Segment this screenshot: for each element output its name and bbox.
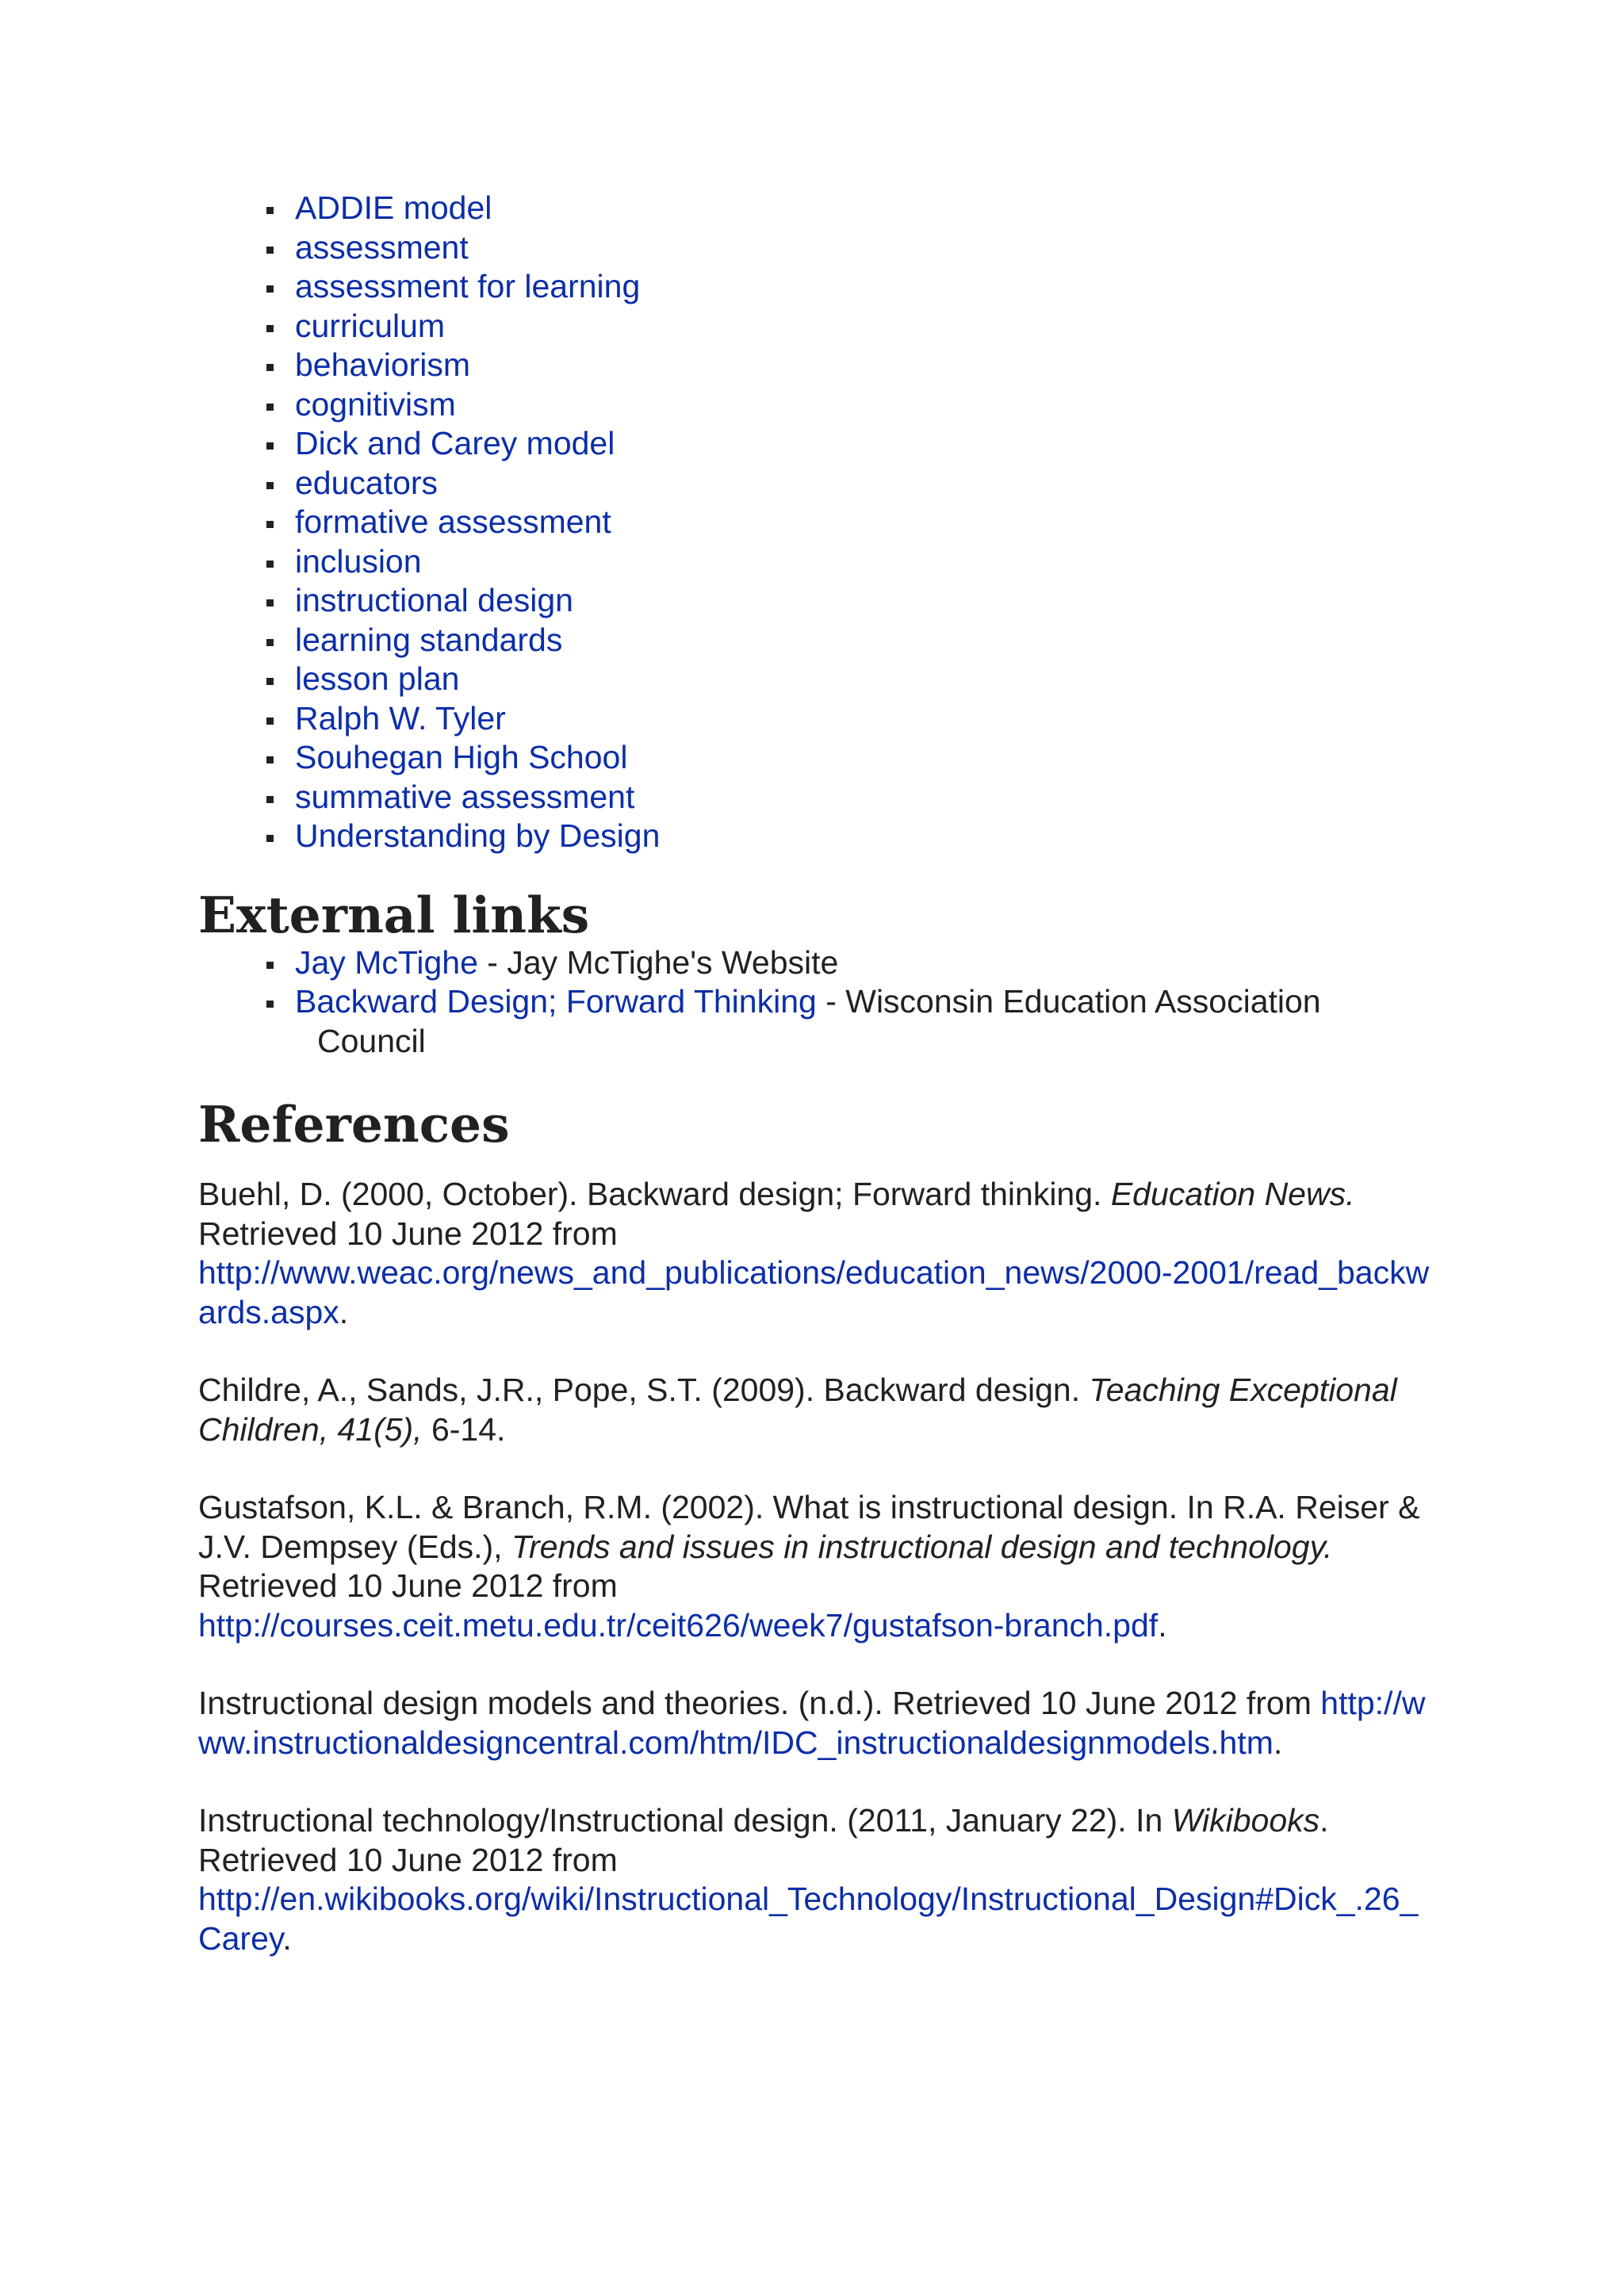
list-item [266,778,1435,817]
reference-source-title: Education News. [1110,1176,1355,1212]
external-link-description: - Wisconsin Education Association [816,983,1321,1020]
reference-text: Instructional technology/Instructional design. (2011, January 22). In [198,1802,1172,1839]
list-item [266,267,1435,307]
link-inclusion[interactable]: inclusion [295,542,422,580]
reference-source-title: Trends and issues in instructional design and technology. [511,1528,1333,1565]
link-cognitivism[interactable]: cognitivism [295,385,456,423]
reference-url-link[interactable]: http://www.weac.org/news_and_publications/education_news/2000-2001/read_backwards.aspx [198,1254,1430,1330]
link-behaviorism[interactable]: behaviorism [295,346,471,383]
reference-childre [198,1371,1435,1449]
link-formative-assessment[interactable]: formative assessment [295,503,611,540]
link-souhegan-high-school[interactable]: Souhegan High School [295,739,628,775]
link-summative-assessment[interactable]: summative assessment [295,778,635,815]
link-lesson-plan[interactable]: lesson plan [295,660,460,697]
list-item [266,699,1435,739]
list-item [266,581,1435,621]
link-instructional-design[interactable]: instructional design [295,582,573,618]
reference-url-link[interactable]: http://courses.ceit.metu.edu.tr/ceit626/week7/gustafson-branch.pdf [198,1606,1159,1644]
reference-source-title: Wikibooks [1171,1802,1320,1839]
reference-text: . Retrieved 10 June 2012 from [198,1802,1329,1878]
list-item [266,660,1435,699]
reference-text: . [339,1293,349,1330]
link-addie-model[interactable]: ADDIE model [295,189,492,226]
reference-text: Gustafson, K.L. & Branch, R.M. (2002). What is instructional design. In R.A. Reiser & J.V. Dempsey (Eds.), [198,1489,1420,1565]
link-curriculum[interactable]: curriculum [295,307,446,344]
external-links-heading: External links [198,885,590,944]
list-item [266,189,1435,228]
list-item [266,621,1435,660]
document-page [198,189,1435,1997]
reference-id-models [198,1684,1435,1762]
reference-text: Retrieved 10 June 2012 from [198,1215,618,1252]
reference-text: Instructional design models and theories. (n.d.). Retrieved 10 June 2012 from [198,1685,1321,1721]
list-item [266,424,1435,464]
link-jay-mctighe[interactable]: Jay McTighe [295,943,478,981]
references-heading: References [198,1095,510,1154]
reference-url-link[interactable]: http://en.wikibooks.org/wiki/Instructional_Technology/Instructional_Design#Dick_.26_Carey [198,1881,1419,1957]
link-assessment[interactable]: assessment [295,228,469,266]
reference-url-link[interactable]: http://www.instructionaldesigncentral.com/htm/IDC_instructionaldesignmodels.htm [198,1685,1426,1761]
link-dick-and-carey-model[interactable]: Dick and Carey model [295,425,615,461]
external-link-description: - Jay McTighe's Website [477,943,839,981]
reference-text: Retrieved 10 June 2012 from [198,1567,618,1604]
reference-text: Buehl, D. (2000, October). Backward design; Forward thinking. [198,1176,1111,1212]
list-item [266,817,1435,856]
reference-text: . [1158,1606,1167,1644]
link-ralph-w-tyler[interactable]: Ralph W. Tyler [295,699,506,737]
link-educators[interactable]: educators [295,464,439,501]
list-item [266,503,1435,542]
list-item [266,464,1435,503]
list-item [266,738,1435,778]
reference-wikibooks [198,1801,1435,1958]
external-links-list [198,943,1435,1062]
reference-text: . [1273,1724,1283,1761]
list-item [266,542,1435,582]
list-item [266,307,1435,346]
link-backward-design-forward-thinking[interactable]: Backward Design; Forward Thinking [295,983,817,1020]
see-also-list [198,189,1435,856]
reference-text: . [282,1919,292,1957]
link-learning-standards[interactable]: learning standards [295,621,563,658]
list-item [266,228,1435,268]
link-assessment-for-learning[interactable]: assessment for learning [295,268,641,304]
list-item [266,385,1435,425]
list-item [266,346,1435,385]
reference-source-title: Teaching Exceptional Children, 41(5), [198,1372,1397,1448]
reference-text: 6-14. [422,1410,506,1448]
list-item [266,943,1435,983]
references-list [198,1175,1435,1958]
list-item [266,982,1435,1061]
external-link-description-continued: Council [317,1022,426,1059]
reference-text: Childre, A., Sands, J.R., Pope, S.T. (2009). Backward design. [198,1372,1090,1408]
reference-gustafson [198,1488,1435,1645]
reference-buehl [198,1175,1435,1332]
link-understanding-by-design[interactable]: Understanding by Design [295,817,661,854]
